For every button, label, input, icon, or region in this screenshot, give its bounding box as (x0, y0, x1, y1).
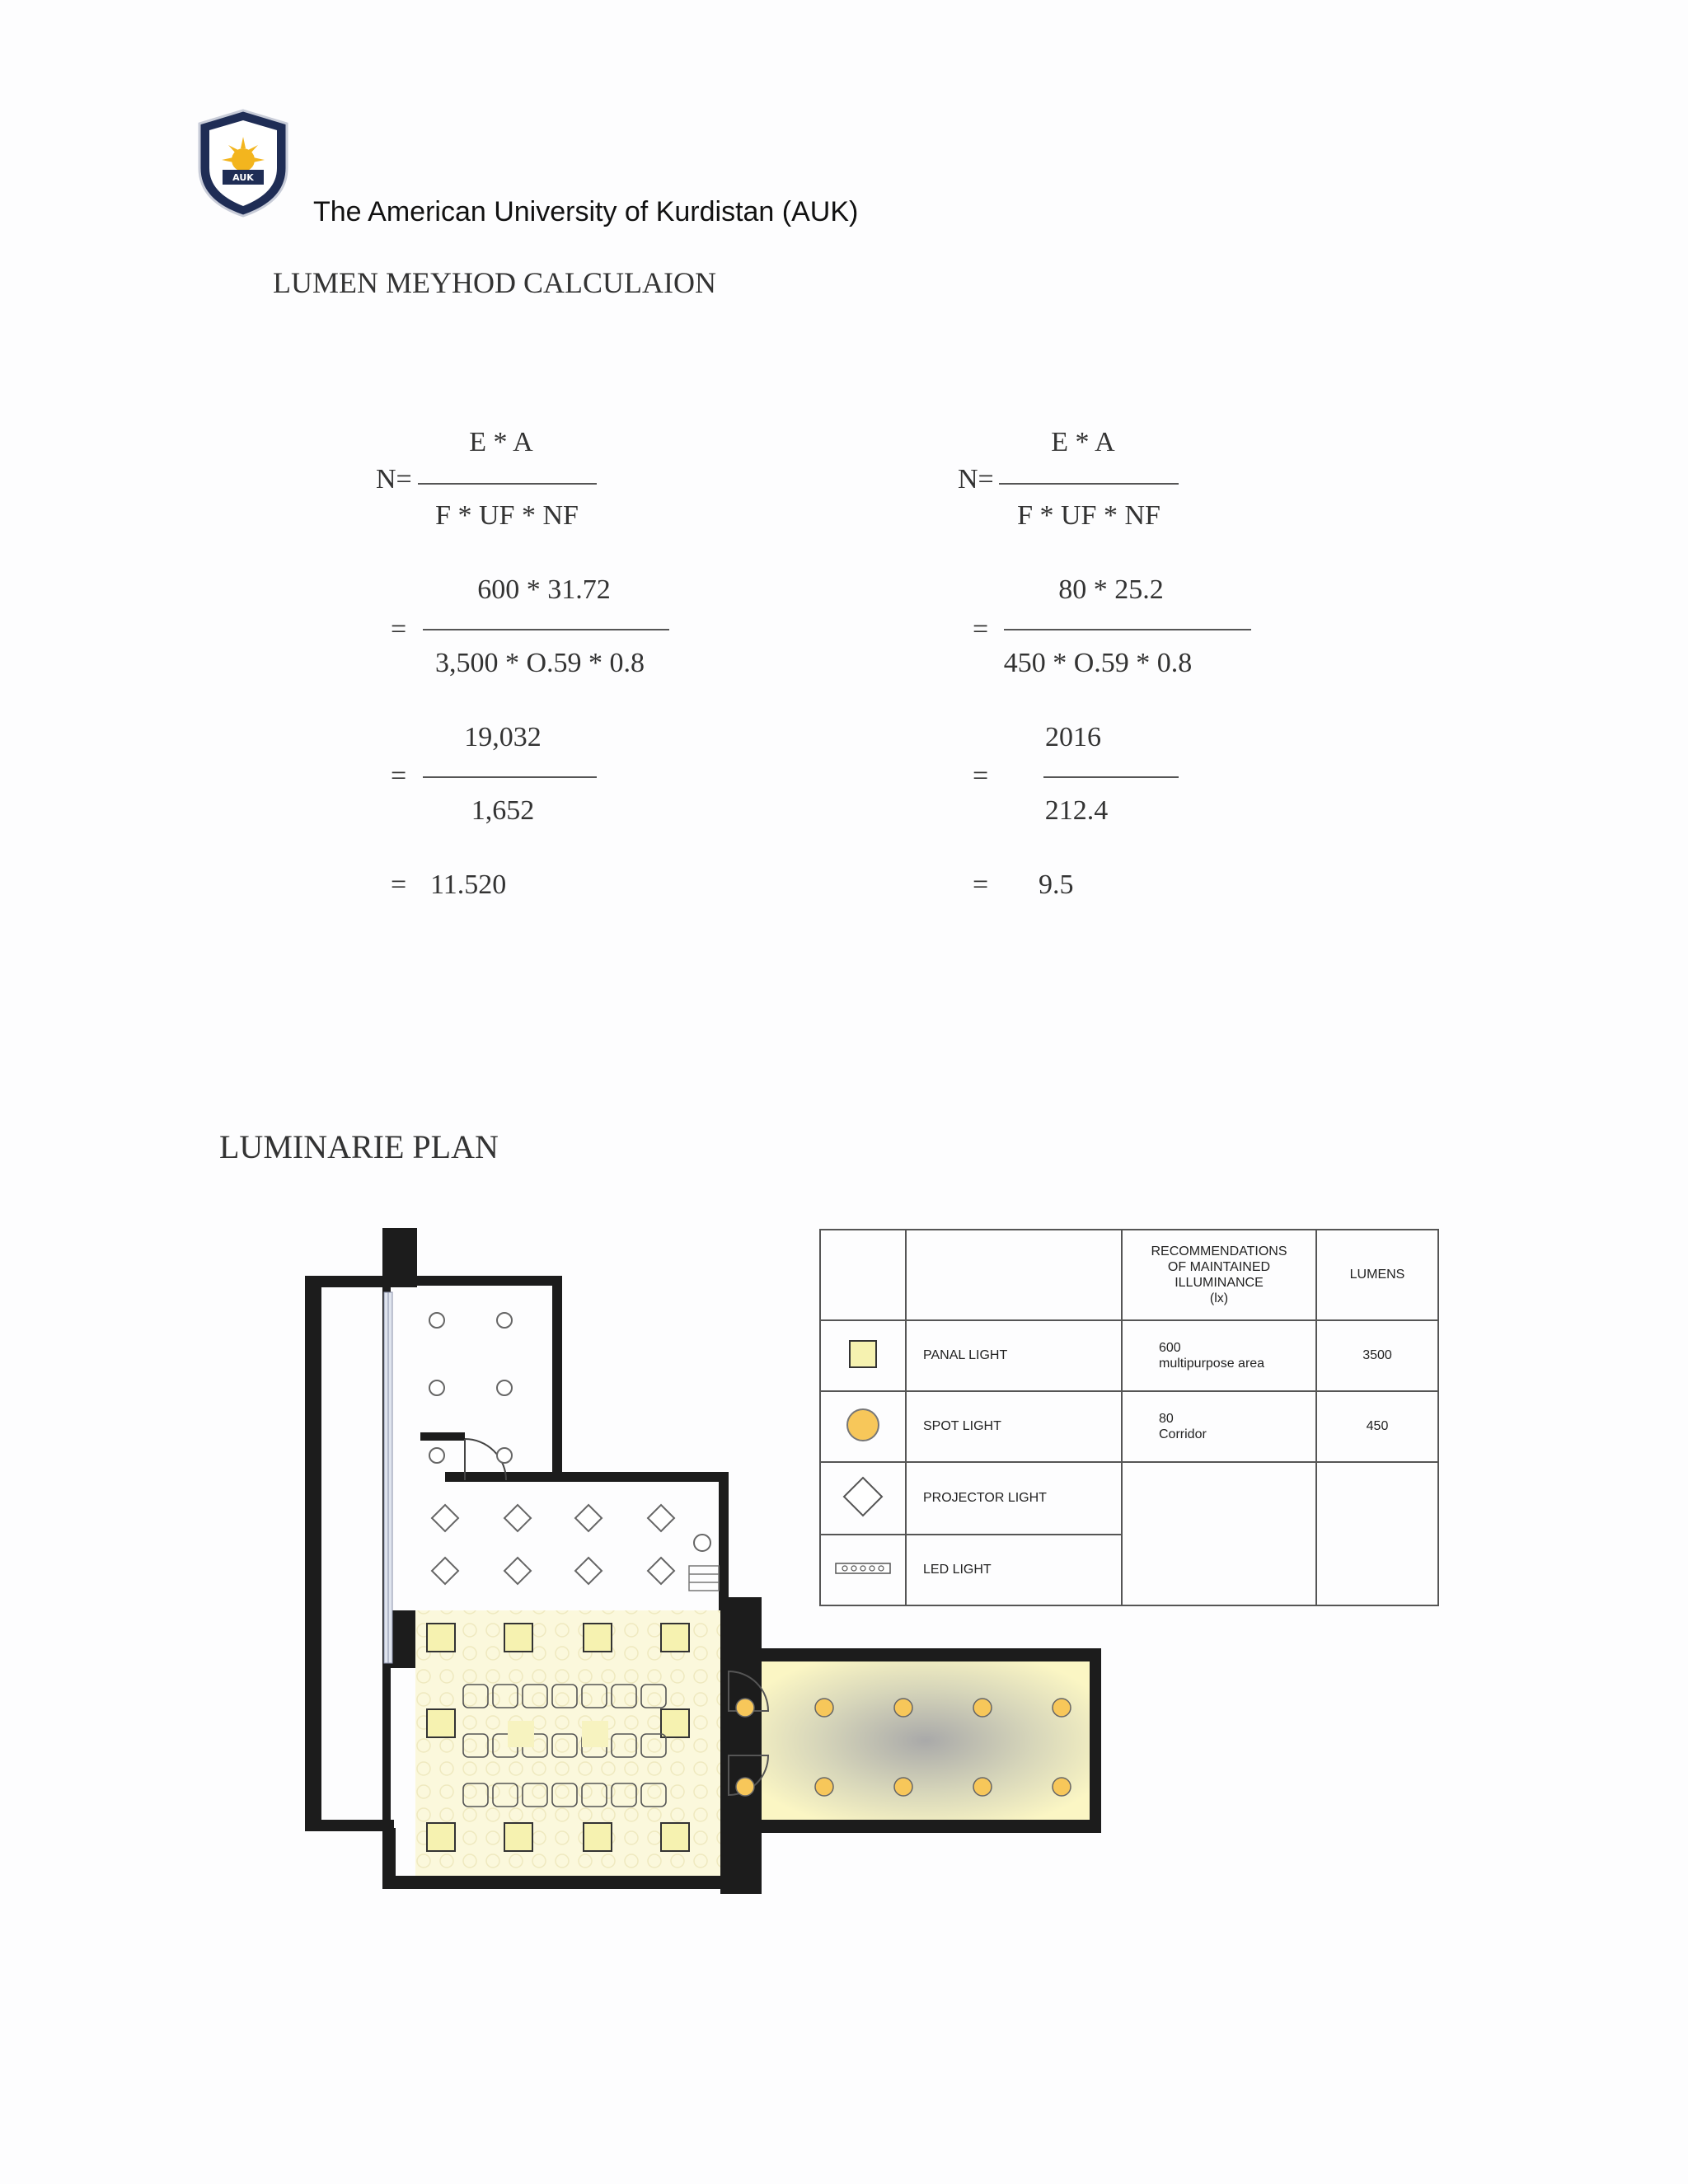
step1-denominator: 450 * O.59 * 0.8 (1003, 648, 1193, 678)
formula-denominator: F * UF * NF (435, 500, 579, 531)
step2-denominator: 1,652 (471, 795, 535, 826)
step1-denominator: 3,500 * O.59 * 0.8 (434, 648, 645, 678)
calc-result: 9.5 (1039, 869, 1074, 900)
fraction-bar (1004, 629, 1251, 630)
fraction-bar (423, 629, 669, 630)
equals-sign: = (973, 614, 989, 644)
step2-numerator: 2016 (1045, 722, 1101, 752)
table-row (820, 1320, 1438, 1391)
legend-lux: 600 (1159, 1341, 1181, 1355)
formula-numerator: E * A (469, 427, 533, 457)
legend-label: PANAL LIGHT (906, 1320, 1122, 1391)
svg-text:AUK: AUK (232, 172, 254, 183)
led-light-icon (834, 1560, 892, 1577)
university-logo (195, 109, 292, 218)
equals-sign: = (391, 614, 407, 644)
legend-lumens: 3500 (1316, 1320, 1438, 1391)
step2-denominator: 212.4 (1044, 795, 1109, 826)
legend-area: Corridor (1159, 1427, 1207, 1441)
legend-label: PROJECTOR LIGHT (906, 1462, 1122, 1535)
equals-sign: = (973, 869, 989, 900)
projector-light-icon (842, 1475, 884, 1518)
formula-denominator: F * UF * NF (1017, 500, 1160, 531)
n-label: N= (958, 464, 994, 494)
calc-section-title: LUMEN MEYHOD CALCULAION (273, 266, 716, 299)
step2-numerator: 19,032 (464, 722, 542, 752)
legend-area: multipurpose area (1159, 1357, 1265, 1371)
calc-result: 11.520 (430, 869, 507, 900)
header-lumens: LUMENS (1316, 1230, 1438, 1320)
table-row (820, 1462, 1438, 1535)
luminaire-legend-table (819, 1229, 1439, 1606)
equals-sign: = (391, 869, 407, 900)
table-row (820, 1391, 1438, 1462)
spot-light-icon (845, 1407, 881, 1443)
header-recommendations: RECOMMENDATIONS OF MAINTAINED ILLUMINANCE (lx) (1122, 1230, 1316, 1320)
legend-label: SPOT LIGHT (906, 1391, 1122, 1462)
legend-lumens: 450 (1316, 1391, 1438, 1462)
step1-numerator: 80 * 25.2 (1058, 574, 1164, 605)
fraction-bar (423, 776, 597, 778)
step1-numerator: 600 * 31.72 (477, 574, 611, 605)
equals-sign: = (973, 761, 989, 791)
fraction-bar (1043, 776, 1179, 778)
legend-lux: 80 (1159, 1412, 1174, 1426)
university-name: The American University of Kurdistan (AUK) (313, 196, 859, 227)
legend-label: LED LIGHT (906, 1535, 1122, 1605)
panel-light-icon (846, 1338, 879, 1371)
formula-numerator: E * A (1051, 427, 1115, 457)
n-label: N= (376, 464, 412, 494)
plan-section-title: LUMINARIE PLAN (219, 1128, 499, 1165)
fraction-bar (418, 483, 597, 485)
fraction-bar (999, 483, 1179, 485)
equals-sign: = (391, 761, 407, 791)
